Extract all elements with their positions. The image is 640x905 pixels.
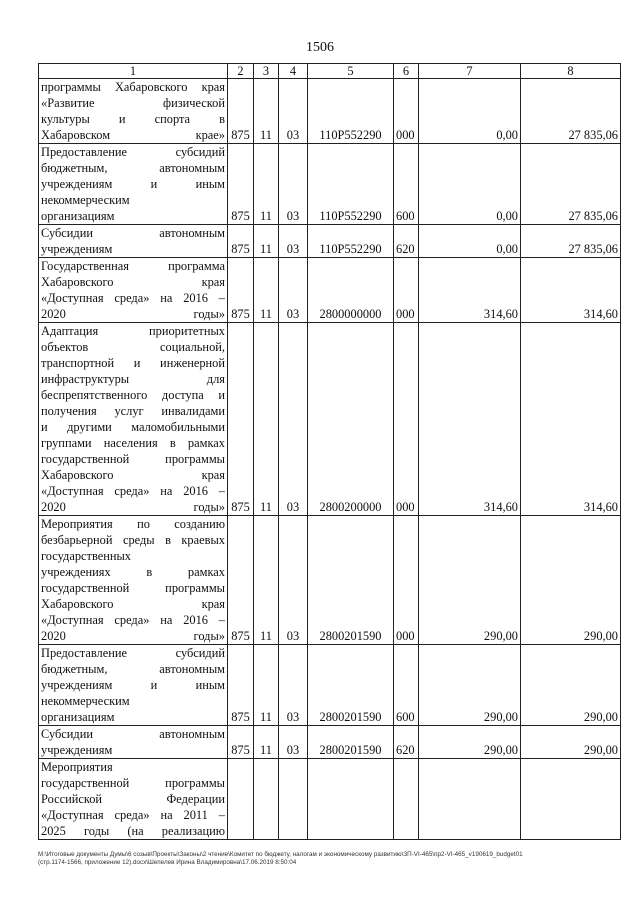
cell-c6: 620 [394, 225, 419, 258]
table-row [39, 759, 621, 840]
cell-c8: 290,00 [521, 645, 621, 726]
cell-c7: 290,00 [419, 645, 521, 726]
description-line: «Доступная среда» на 2016 – [41, 291, 225, 305]
description-line: «Развитие физической [41, 96, 225, 110]
description-line: беспрепятственного доступа и [41, 388, 225, 402]
row-description [39, 225, 228, 258]
cell-c7: 0,00 [419, 144, 521, 225]
description-line: Адаптация приоритетных [41, 324, 225, 338]
header-cell: 4 [279, 64, 308, 79]
cell-c4: 03 [279, 225, 308, 258]
cell-c4: 03 [279, 645, 308, 726]
cell-c8: 27 835,06 [521, 79, 621, 144]
cell-c7 [419, 759, 521, 840]
table-row [39, 144, 621, 225]
description-line: транспортной и инженерной [41, 356, 225, 370]
cell-c3 [254, 759, 279, 840]
cell-c5: 110P552290 [308, 79, 394, 144]
row-description [39, 258, 228, 323]
cell-c6: 600 [394, 645, 419, 726]
description-line: Мероприятия по созданию [41, 517, 225, 531]
cell-c2: 875 [228, 144, 254, 225]
header-row [39, 64, 621, 79]
row-description [39, 144, 228, 225]
cell-c4: 03 [279, 323, 308, 516]
description-line: Субсидии автономным [41, 727, 225, 741]
description-line: объектов социальной, [41, 340, 225, 354]
description-line: государственных [41, 549, 132, 563]
description-line: Хабаровского края [41, 597, 225, 611]
cell-c8: 314,60 [521, 258, 621, 323]
cell-c4: 03 [279, 79, 308, 144]
cell-c5: 2800000000 [308, 258, 394, 323]
cell-c5: 2800200000 [308, 323, 394, 516]
description-line: бюджетным, автономным [41, 662, 225, 676]
row-description [39, 726, 228, 759]
description-line: Субсидии автономным [41, 226, 225, 240]
header-cell: 2 [228, 64, 254, 79]
footer-line: (стр.1174-1566, приложение 12).docx\Шепелев Ирина Владимировна\17.06.2019 8:50:04 [38, 859, 297, 866]
cell-c2: 875 [228, 258, 254, 323]
header-cell: 1 [39, 64, 228, 79]
cell-c2: 875 [228, 225, 254, 258]
table-row [39, 79, 621, 144]
header-cell: 7 [419, 64, 521, 79]
header-cell: 5 [308, 64, 394, 79]
description-line: культуры и спорта в [41, 112, 225, 126]
cell-c8: 290,00 [521, 726, 621, 759]
cell-c3: 11 [254, 79, 279, 144]
description-line: Предоставление субсидий [41, 646, 225, 660]
table-row [39, 323, 621, 516]
description-line: организациям [41, 710, 115, 724]
cell-c4: 03 [279, 726, 308, 759]
cell-c5: 2800201590 [308, 726, 394, 759]
description-line: 2020 годы» [41, 307, 225, 321]
cell-c8: 314,60 [521, 323, 621, 516]
cell-c2: 875 [228, 79, 254, 144]
description-line: учреждениям [41, 743, 113, 757]
header-cell: 6 [394, 64, 419, 79]
cell-c3: 11 [254, 645, 279, 726]
description-line: бюджетным, автономным [41, 161, 225, 175]
description-line: некоммерческим [41, 193, 130, 207]
cell-c3: 11 [254, 144, 279, 225]
cell-c3: 11 [254, 258, 279, 323]
row-description [39, 645, 228, 726]
cell-c8: 290,00 [521, 516, 621, 645]
footer-file-path [38, 851, 628, 867]
description-line: государственной программы [41, 581, 225, 595]
description-line: Мероприятия [41, 760, 113, 774]
cell-c5: 2800201590 [308, 645, 394, 726]
cell-c4: 03 [279, 258, 308, 323]
table-row [39, 645, 621, 726]
description-line: получения услуг инвалидами [41, 404, 225, 418]
cell-c6: 000 [394, 258, 419, 323]
cell-c6: 000 [394, 323, 419, 516]
cell-c6: 000 [394, 516, 419, 645]
cell-c6 [394, 759, 419, 840]
cell-c7: 290,00 [419, 516, 521, 645]
cell-c3: 11 [254, 225, 279, 258]
cell-c7: 0,00 [419, 225, 521, 258]
cell-c8 [521, 759, 621, 840]
description-line: Российской Федерации [41, 792, 225, 806]
description-line: Государственная программа [41, 259, 225, 273]
header-cell: 3 [254, 64, 279, 79]
row-description [39, 79, 228, 144]
description-line: 2025 годы (на реализацию [41, 824, 225, 838]
description-line: Предоставление субсидий [41, 145, 225, 159]
cell-c7: 0,00 [419, 79, 521, 144]
table-row [39, 225, 621, 258]
description-line: и другими маломобильными [41, 420, 225, 434]
description-line: государственной программы [41, 452, 225, 466]
cell-c2 [228, 759, 254, 840]
cell-c6: 600 [394, 144, 419, 225]
footer-line: M:\Итоговые документы Думы\6 созыв\Проекты\Законы\2 чтение\Комитет по бюджету, налогам и экономическому развитию\ЗП-VI-465\пр2-VI-465_v190619_budget01 [38, 851, 523, 858]
cell-c4 [279, 759, 308, 840]
description-line: Хабаровском крае» [41, 128, 225, 142]
description-line: 2020 годы» [41, 500, 225, 514]
cell-c3: 11 [254, 516, 279, 645]
description-line: 2020 годы» [41, 629, 225, 643]
cell-c7: 314,60 [419, 258, 521, 323]
description-line: государственной программы [41, 776, 225, 790]
cell-c2: 875 [228, 323, 254, 516]
description-line: инфраструктуры для [41, 372, 225, 386]
description-line: Хабаровского края [41, 468, 225, 482]
cell-c7: 314,60 [419, 323, 521, 516]
description-line: учреждениям [41, 242, 113, 256]
cell-c5: 110P552290 [308, 225, 394, 258]
cell-c4: 03 [279, 516, 308, 645]
cell-c6: 620 [394, 726, 419, 759]
cell-c6: 000 [394, 79, 419, 144]
description-line: некоммерческим [41, 694, 130, 708]
cell-c2: 875 [228, 726, 254, 759]
description-line: Хабаровского края [41, 275, 225, 289]
cell-c4: 03 [279, 144, 308, 225]
description-line: учреждениях в рамках [41, 565, 225, 579]
table-row [39, 726, 621, 759]
page-number: 1506 [306, 40, 334, 55]
cell-c2: 875 [228, 645, 254, 726]
cell-c7: 290,00 [419, 726, 521, 759]
cell-c3: 11 [254, 726, 279, 759]
description-line: безбарьерной среды в краевых [41, 533, 225, 547]
cell-c5: 110P552290 [308, 144, 394, 225]
cell-c5 [308, 759, 394, 840]
cell-c8: 27 835,06 [521, 144, 621, 225]
budget-table [38, 63, 621, 840]
table-row [39, 258, 621, 323]
description-line: группами населения в рамках [41, 436, 225, 450]
description-line: учреждениям и иным [41, 678, 225, 692]
description-line: организациям [41, 209, 115, 223]
description-line: учреждениям и иным [41, 177, 225, 191]
row-description [39, 516, 228, 645]
cell-c2: 875 [228, 516, 254, 645]
description-line: программы Хабаровского края [41, 80, 225, 94]
cell-c3: 11 [254, 323, 279, 516]
description-line: «Доступная среда» на 2016 – [41, 484, 225, 498]
cell-c8: 27 835,06 [521, 225, 621, 258]
row-description [39, 323, 228, 516]
table-row [39, 516, 621, 645]
row-description [39, 759, 228, 840]
cell-c5: 2800201590 [308, 516, 394, 645]
description-line: «Доступная среда» на 2016 – [41, 613, 225, 627]
header-cell: 8 [521, 64, 621, 79]
description-line: «Доступная среда» на 2011 – [41, 808, 225, 822]
